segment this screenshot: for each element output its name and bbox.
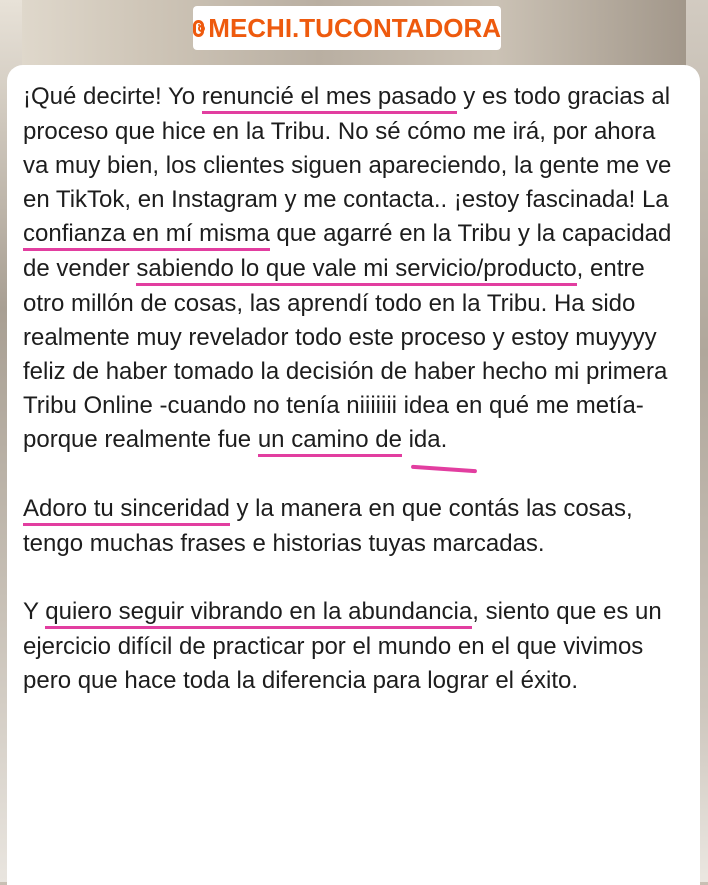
highlighted-phrase: quiero seguir vibrando en la abundancia <box>45 595 472 630</box>
text-segment: , entre otro millón de cosas, las aprendí todo en la Tribu. Ha sido realmente muy revelador todo este proceso y estoy muyyyy feliz de haber tomado la decisión de haber hecho mi primera Tribu Online -cuando no tenía niiiiiii idea en qué me metía- porque realmente fue <box>23 255 668 453</box>
message-paragraph <box>23 492 683 561</box>
highlighted-phrase: Adoro tu sinceridad <box>23 492 230 527</box>
message-paragraph <box>23 595 683 698</box>
highlighted-phrase: un camino de <box>258 423 402 458</box>
highlighted-phrase: sabiendo lo que vale mi servicio/producto <box>136 252 576 287</box>
text-segment: que agarré en la Tribu y la capacidad de vender <box>23 220 672 282</box>
highlighted-phrase: ida. <box>409 423 448 457</box>
handle-text: MECHI.TUCONTADORA <box>208 12 501 43</box>
instagram-icon <box>193 20 204 37</box>
text-segment: y la manera en que contás las cosas, tengo muchas frases e historias tuyas marcadas. <box>23 495 633 557</box>
instagram-handle-sticker <box>193 6 501 50</box>
highlighted-phrase: renuncié el mes pasado <box>202 80 457 115</box>
highlighted-phrase: confianza en mí misma <box>23 217 270 252</box>
text-segment: , siento que es un ejercicio difícil de practicar por el mundo en el que vivimos pero que hace toda la diferencia para lograr el éxito. <box>23 598 662 694</box>
text-segment: Y <box>23 598 46 625</box>
text-segment: y es todo gracias al proceso que hice en la Tribu. No sé cómo me irá, por ahora va muy bien, los clientes siguen apareciendo, la gente me ve en TikTok, en Instagram y me contacta.. ¡estoy fascinada! La <box>23 83 672 213</box>
message-text <box>23 80 683 698</box>
message-paragraph <box>23 80 683 458</box>
text-segment: ¡Qué decirte! Yo <box>23 83 202 110</box>
text-segment <box>402 426 409 453</box>
